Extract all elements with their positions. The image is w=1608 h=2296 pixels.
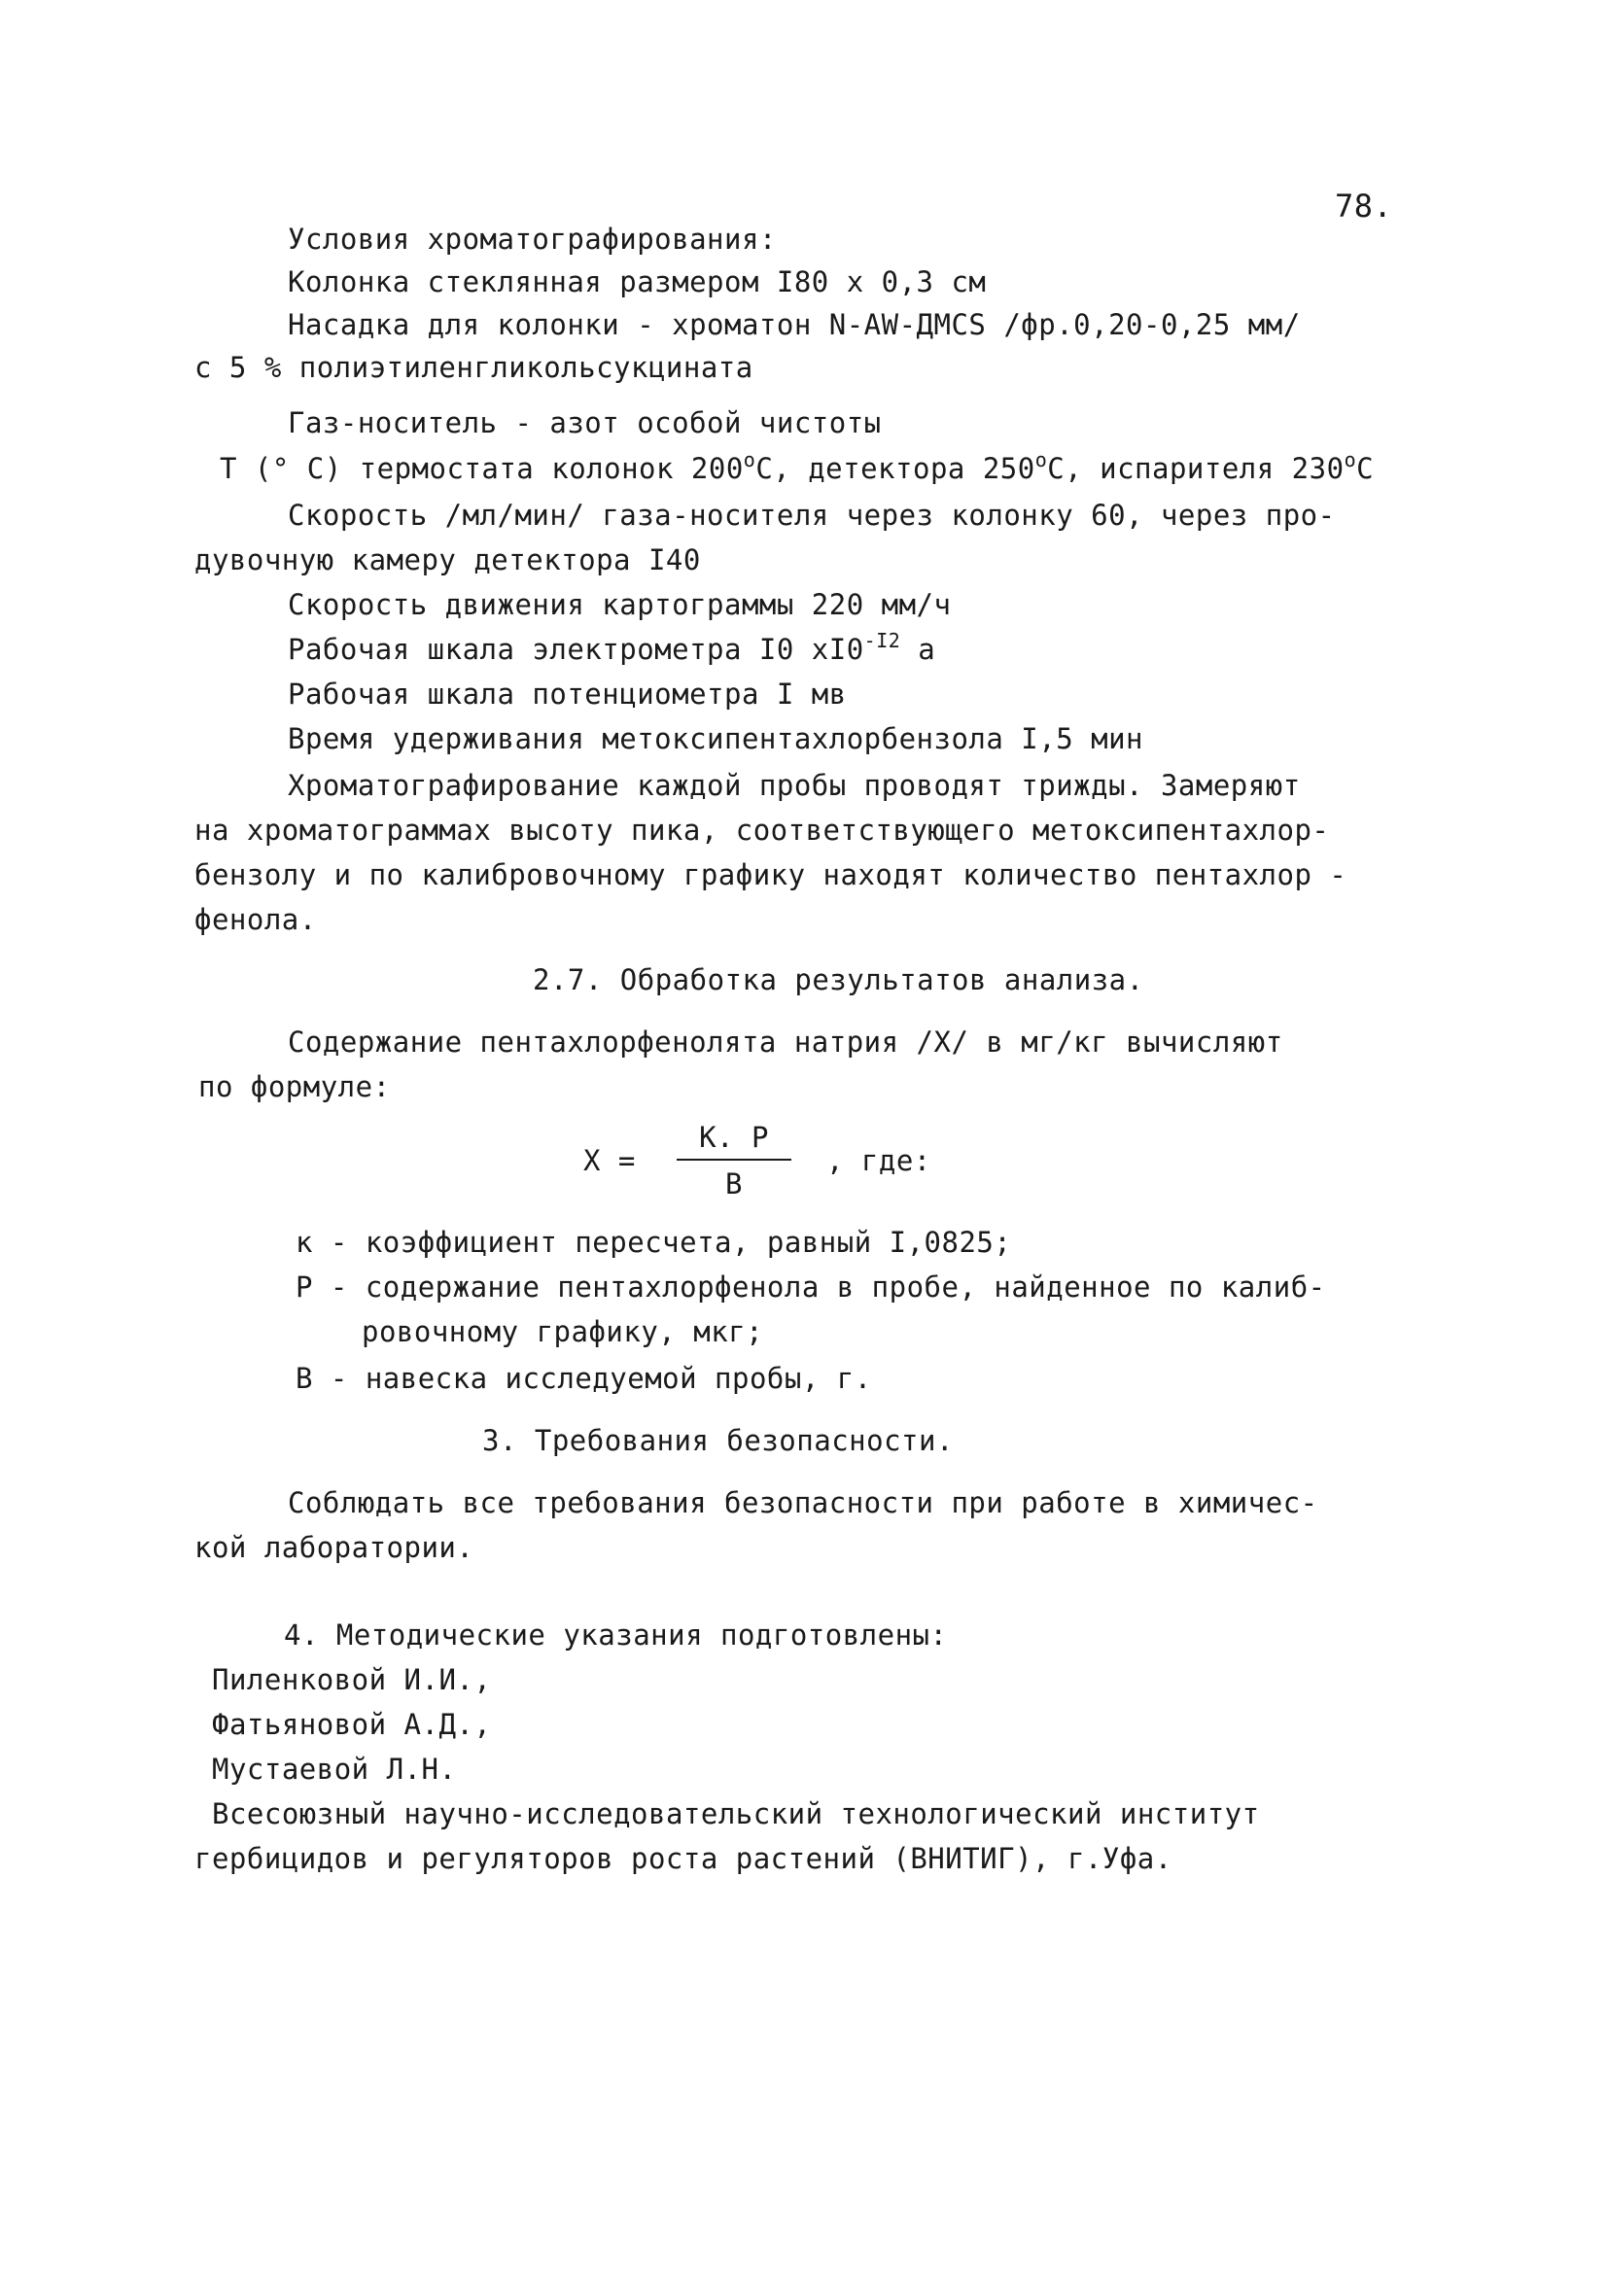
packing-line-1: Насадка для колонки - хроматон N-AW-ДМCS /фр.0,20-0,25 мм/ xyxy=(288,308,1301,341)
formula-tail: , где: xyxy=(826,1144,931,1177)
section-2-7-heading: 2.7. Обработка результатов анализа. xyxy=(533,963,1144,996)
definition-k: к - коэффициент пересчета, равный I,0825; xyxy=(296,1226,1012,1259)
institute-line-1: Всесоюзный научно-исследовательский технологический институт xyxy=(212,1797,1260,1830)
formula-numerator: K. P xyxy=(699,1121,769,1154)
section-3-text-1: Соблюдать все требования безопасности при работе в химичес- xyxy=(288,1486,1318,1519)
formula-fraction xyxy=(671,1118,797,1205)
institute-line-2: гербицидов и регуляторов роста растений (ВНИТИГ), г.Уфа. xyxy=(194,1842,1172,1875)
formula xyxy=(583,1118,992,1225)
procedure-line-3: бензолу и по калибровочному графику находят количество пентахлор - xyxy=(194,858,1347,891)
flow-line-2: дувочную камеру детектора I40 xyxy=(194,543,701,576)
retention-line: Время удерживания метоксипентахлорбензола I,5 мин xyxy=(288,722,1144,755)
chart-speed-line: Скорость движения картограммы 220 мм/ч xyxy=(288,588,952,621)
electrometer-unit: a xyxy=(900,633,936,666)
potentiometer-line: Рабочая шкала потенциометра I мв xyxy=(288,678,847,711)
temperature-line xyxy=(220,447,1374,493)
formula-lhs: X = xyxy=(583,1144,636,1177)
author-2: Фатьяновой А.Д., xyxy=(212,1708,492,1741)
definition-p-1: P - содержание пентахлорфенола в пробе, найденное по калиб- xyxy=(296,1270,1326,1304)
section-2-7-intro-2: по формуле: xyxy=(198,1070,391,1103)
electrometer-text: Рабочая шкала электрометра I0 xI0 xyxy=(288,633,864,666)
procedure-line-1: Хроматографирование каждой пробы проводят трижды. Замеряют xyxy=(288,769,1301,802)
degree-mark: o xyxy=(743,448,756,471)
fraction-bar xyxy=(677,1159,791,1161)
flow-line-1: Скорость /мл/мин/ газа-носителя через колонку 60, через про- xyxy=(288,499,1336,532)
author-3: Мустаевой Л.Н. xyxy=(212,1753,457,1786)
temperature-evaporator: C, испарителя 230 xyxy=(1047,452,1345,485)
degree-mark: o xyxy=(1034,448,1048,471)
procedure-line-2: на хроматограммах высоту пика, соответствующего метоксипентахлор- xyxy=(194,814,1330,847)
column-line: Колонка стеклянная размером I80 x 0,3 см xyxy=(288,265,987,298)
packing-line-2: с 5 % полиэтиленгликольсукцината xyxy=(194,351,753,384)
degree-mark: o xyxy=(1344,448,1357,471)
section-4-heading: 4. Методические указания подготовлены: xyxy=(284,1618,948,1652)
procedure-line-4: фенола. xyxy=(194,903,317,936)
temperature-prefix: T (° C) термостата колонок 200 xyxy=(220,452,744,485)
temperature-suffix: C xyxy=(1356,452,1375,485)
formula-denominator: B xyxy=(725,1167,743,1200)
conditions-title: Условия хроматографирования: xyxy=(288,223,777,256)
carrier-gas-line: Газ-носитель - азот особой чистоты xyxy=(288,406,882,439)
electrometer-exponent: -I2 xyxy=(863,629,901,652)
electrometer-line xyxy=(288,628,935,674)
page-number: 78. xyxy=(1335,188,1393,225)
temperature-detector: C, детектора 250 xyxy=(755,452,1035,485)
definition-b: B - навеска исследуемой пробы, г. xyxy=(296,1362,872,1395)
section-3-heading: 3. Требования безопасности. xyxy=(482,1424,954,1457)
author-1: Пиленковой И.И., xyxy=(212,1663,492,1696)
section-2-7-intro-1: Содержание пентахлорфенолята натрия /X/ в мг/кг вычисляют xyxy=(288,1026,1283,1059)
definition-p-2: ровочному графику, мкг; xyxy=(362,1315,764,1348)
section-3-text-2: кой лаборатории. xyxy=(194,1531,474,1564)
